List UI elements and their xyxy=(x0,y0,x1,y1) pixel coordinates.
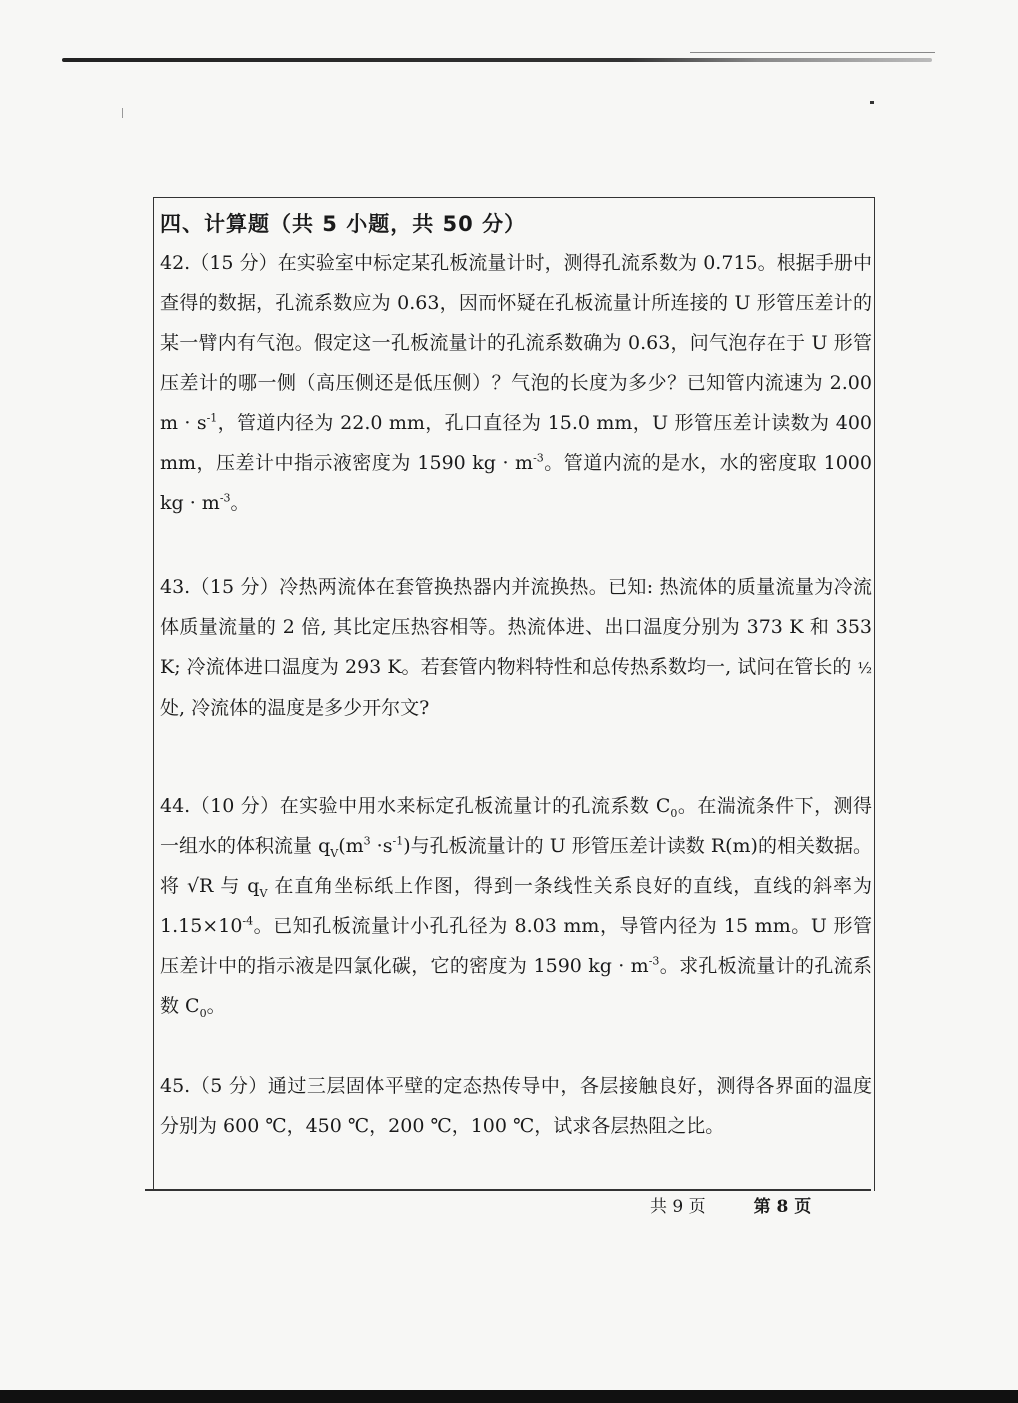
page-footer xyxy=(650,1192,859,1217)
question-44-text: 44.（10 分）在实验中用水来标定孔板流量计的孔流系数 $C_0$。在湍流条件下，测得一组水的体积流量 $q_V(m^3 \cdot s^{-1})$与孔板流量计的 U 形管压差计读数 R(m)的相关数据。将 √R 与 $q_V$ 在直角坐标纸上作图，得到一条线性关系良好的直线，直线的斜率为 $1.15\times 10^{-4}$。已知孔板流量计小孔孔径为 8.03 mm，导管内径为 15 mm。U 形管压差计中的指示液是四氯化碳，它的密度为 1590 kg · $m^{-3}$。求孔板流量计的孔流系数 $C_0$。 xyxy=(160,795,872,1020)
exam-content xyxy=(160,205,872,1146)
scan-speck xyxy=(870,101,874,104)
scan-bottom-edge xyxy=(0,1390,1018,1403)
total-pages: 共 9 页 xyxy=(650,1197,706,1217)
top-rule-thin xyxy=(690,52,935,53)
question-43-text: 43.（15 分）冷热两流体在套管换热器内并流换热。已知: 热流体的质量流量为冷流体质量流量的 2 倍, 其比定压热容相等。热流体进、出口温度分别为 373 K 和 353 K; 冷流体进口温度为 293 K。若套管内物料特性和总传热系数均一, 试问在管长的 ½ 处, 冷流体的温度是多少开尔文? xyxy=(160,576,872,719)
current-page: 第 8 页 xyxy=(753,1197,812,1217)
question-45 xyxy=(160,1066,872,1146)
section-title: 四、计算题（共 5 小题，共 50 分） xyxy=(160,212,527,236)
question-44 xyxy=(160,786,872,1026)
question-45-text: 45.（5 分）通过三层固体平壁的定态热传导中，各层接触良好，测得各界面的温度分别为 600 ℃，450 ℃，200 ℃，100 ℃，试求各层热阻之比。 xyxy=(160,1075,872,1137)
question-42 xyxy=(160,243,872,523)
question-42-text: 42.（15 分）在实验室中标定某孔板流量计时，测得孔流系数为 0.715。根据手册中查得的数据，孔流系数应为 0.63，因而怀疑在孔板流量计所连接的 U 形管压差计的某一臂内有气泡。假定这一孔板流量计的孔流系数确为 0.63，问气泡存在于 U 形管压差计的哪一侧（高压侧还是低压侧）？气泡的长度为多少？已知管内流速为 2.00 $m \cdot s^{-1}$，管道内径为 22.0 mm，孔口直径为 15.0 mm，U 形管压差计读数为 400 mm，压差计中指示液密度为 1590 kg · $m^{-3}$。管道内流的是水，水的密度取 1000 kg · $m^{-3}$。 xyxy=(160,252,872,514)
question-frame-bottom xyxy=(145,1189,871,1191)
top-rule xyxy=(62,58,932,62)
question-43 xyxy=(160,567,872,728)
scan-speck xyxy=(122,108,123,118)
